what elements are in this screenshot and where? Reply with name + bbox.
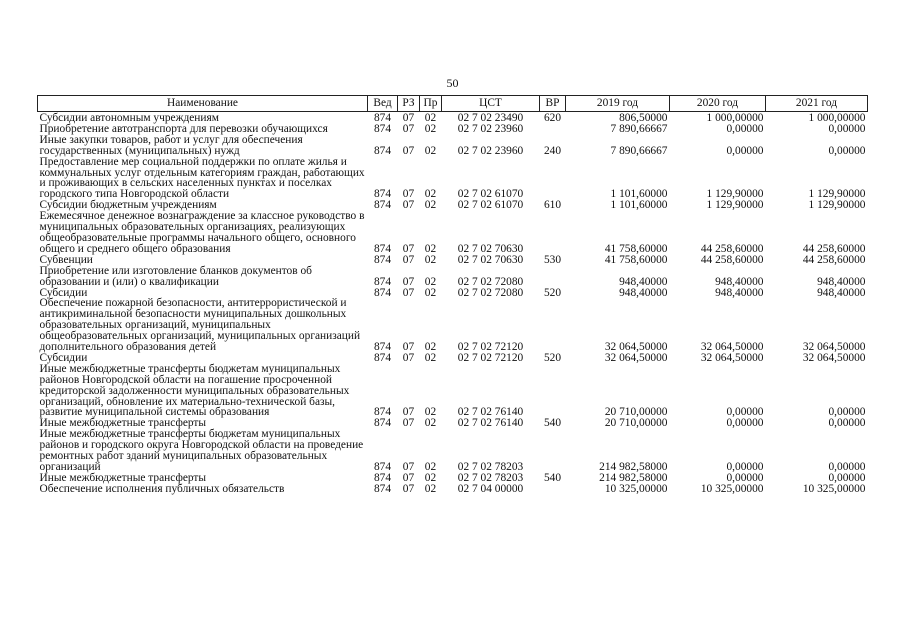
cell-2021: 1 000,00000	[808, 112, 866, 124]
table-row	[38, 364, 868, 419]
cell-2019: 948,40000	[619, 275, 668, 288]
cell-2019: 214 982,58000	[599, 461, 668, 473]
cell-cst: 02 7 02 78203	[457, 471, 524, 484]
cell-rz: 07	[402, 144, 415, 157]
cell-2020: 32 064,50000	[700, 341, 764, 354]
cell-2020: 1 129,90000	[706, 199, 764, 212]
cell-2021: 32 064,50000	[802, 351, 866, 364]
cell-pr: 02	[424, 461, 437, 473]
cell-vr: 540	[543, 471, 562, 484]
header-rz: РЗ	[398, 96, 420, 112]
cell-rz: 07	[402, 242, 415, 255]
cell-pr: 02	[424, 188, 437, 201]
header-pr: Пр	[420, 96, 442, 112]
cell-ved: 874	[373, 406, 392, 419]
cell-2019: 7 890,66667	[610, 122, 668, 135]
cell-2020: 44 258,60000	[700, 242, 764, 255]
cell-ved: 874	[373, 188, 392, 201]
cell-cst: 02 7 02 72080	[457, 286, 524, 299]
cell-rz: 07	[402, 341, 415, 354]
cell-rz: 07	[402, 275, 415, 288]
cell-cst: 02 7 02 70630	[457, 242, 524, 255]
cell-cst: 02 7 02 76140	[457, 406, 524, 419]
cell-2021: 0,00000	[828, 406, 866, 419]
cell-2021: 44 258,60000	[802, 242, 866, 255]
cell-rz: 07	[402, 199, 415, 212]
header-2021: 2021 год	[766, 96, 868, 112]
cell-vr	[540, 298, 566, 353]
cell-name: Субсидии автономным учреждениям	[39, 112, 219, 124]
cell-cst: 02 7 02 61070	[457, 188, 524, 201]
cell-name: Иные закупки товаров, работ и услуг для обеспечения государственных (муниципальных) нужд	[39, 133, 303, 157]
cell-cst: 02 7 02 72120	[457, 351, 524, 364]
cell-name: Иные межбюджетные трансферты бюджетам муниципальных районов Новгородской области на погашение просроченной кредиторской задолженности муниципальных образовательных организаций, обновление их материально-технической базы, развитие муниципальной системы образования	[39, 362, 350, 419]
cell-pr: 02	[424, 471, 437, 484]
header-2020: 2020 год	[670, 96, 766, 112]
cell-2020: 0,00000	[726, 144, 764, 157]
cell-rz: 07	[402, 351, 415, 364]
cell-ved: 874	[373, 144, 392, 157]
cell-ved: 874	[373, 482, 392, 495]
cell-2021: 948,40000	[817, 286, 866, 299]
cell-2020: 0,00000	[726, 406, 764, 419]
cell-vr	[540, 124, 566, 135]
cell-cst: 02 7 02 76140	[457, 417, 524, 430]
cell-name: Обеспечение исполнения публичных обязательств	[39, 482, 285, 495]
cell-vr: 520	[543, 286, 562, 299]
cell-ved: 874	[373, 199, 392, 212]
cell-2021: 32 064,50000	[802, 341, 866, 354]
table-row	[38, 211, 868, 255]
cell-2020: 0,00000	[726, 471, 764, 484]
cell-vr: 610	[543, 199, 562, 212]
cell-ved: 874	[373, 275, 392, 288]
cell-name: Субсидии	[39, 286, 88, 299]
cell-name: Субвенции	[39, 253, 93, 266]
cell-cst: 02 7 02 23960	[457, 122, 524, 135]
cell-2020: 1 000,00000	[706, 112, 764, 124]
header-vr: ВР	[540, 96, 566, 112]
cell-name: Субсидии	[39, 351, 88, 364]
cell-2019: 10 325,00000	[604, 482, 668, 495]
cell-rz: 07	[402, 286, 415, 299]
cell-name: Субсидии бюджетным учреждениям	[39, 199, 217, 212]
cell-2019: 948,40000	[619, 286, 668, 299]
table-body	[38, 112, 868, 495]
budget-table	[37, 95, 868, 495]
header-name: Наименование	[38, 96, 368, 112]
header-cst: ЦСТ	[442, 96, 540, 112]
cell-vr	[540, 484, 566, 495]
cell-vr: 240	[543, 144, 562, 157]
header-2019: 2019 год	[566, 96, 670, 112]
cell-name: Обеспечение пожарной безопасности, антитеррористической и антикриминальной безопасности муниципальных дошкольных образовательных организаций, муниципальных общеобразовательных организаций, муниципальных организаций дополнительного образования детей	[39, 297, 361, 354]
cell-2019: 1 101,60000	[610, 199, 668, 212]
cell-2020: 948,40000	[715, 275, 764, 288]
header-ved: Вед	[368, 96, 398, 112]
cell-cst: 02 7 02 72120	[457, 341, 524, 354]
cell-2019: 41 758,60000	[604, 242, 668, 255]
page-number: 50	[446, 76, 459, 90]
cell-vr	[540, 157, 566, 201]
cell-2021: 0,00000	[828, 417, 866, 430]
cell-vr	[540, 364, 566, 419]
cell-2019: 7 890,66667	[610, 144, 668, 157]
cell-2019: 214 982,58000	[599, 471, 668, 484]
cell-vr	[540, 266, 566, 288]
cell-2021: 1 129,90000	[808, 188, 866, 201]
cell-ved: 874	[373, 112, 392, 124]
cell-2021: 0,00000	[828, 122, 866, 135]
cell-2020: 32 064,50000	[700, 351, 764, 364]
cell-vr: 620	[543, 112, 562, 124]
cell-pr: 02	[424, 482, 437, 495]
cell-vr: 520	[543, 351, 562, 364]
cell-2021: 44 258,60000	[802, 253, 866, 266]
cell-ved: 874	[373, 122, 392, 135]
cell-cst: 02 7 04 00000	[457, 482, 524, 495]
cell-pr: 02	[424, 253, 437, 266]
table-row	[38, 484, 868, 495]
cell-2021: 1 129,90000	[808, 199, 866, 212]
cell-cst: 02 7 02 72080	[457, 275, 524, 288]
cell-ved: 874	[373, 242, 392, 255]
cell-vr	[540, 211, 566, 255]
cell-ved: 874	[373, 471, 392, 484]
cell-name: Приобретение автотранспорта для перевозки обучающихся	[39, 122, 328, 135]
cell-vr: 530	[543, 253, 562, 266]
cell-vr: 540	[543, 417, 562, 430]
cell-2019: 32 064,50000	[604, 351, 668, 364]
cell-2020: 0,00000	[726, 417, 764, 430]
cell-pr: 02	[424, 351, 437, 364]
cell-pr: 02	[424, 112, 437, 124]
table-row	[38, 266, 868, 288]
cell-cst: 02 7 02 78203	[457, 461, 524, 473]
cell-2020: 948,40000	[715, 286, 764, 299]
table-row	[38, 429, 868, 473]
cell-ved: 874	[373, 253, 392, 266]
cell-cst: 02 7 02 23960	[457, 144, 524, 157]
cell-ved: 874	[373, 351, 392, 364]
table-row	[38, 135, 868, 157]
cell-2019: 41 758,60000	[604, 253, 668, 266]
cell-2019: 20 710,00000	[604, 417, 668, 430]
cell-2020: 10 325,00000	[700, 482, 764, 495]
cell-2021: 948,40000	[817, 275, 866, 288]
cell-name: Предоставление мер социальной поддержки по оплате жилья и коммунальных услуг отдельным категориям граждан, работающих и проживающих в сельских населенных пунктах и поселках городского типа Новгородской области	[39, 155, 365, 201]
cell-pr: 02	[424, 406, 437, 419]
cell-ved: 874	[373, 461, 392, 473]
cell-pr: 02	[424, 122, 437, 135]
cell-rz: 07	[402, 122, 415, 135]
cell-cst: 02 7 02 61070	[457, 199, 524, 212]
cell-name: Иные межбюджетные трансферты	[39, 471, 207, 484]
cell-rz: 07	[402, 461, 415, 473]
table-header-row	[38, 96, 868, 112]
cell-pr: 02	[424, 199, 437, 212]
cell-2021: 0,00000	[828, 144, 866, 157]
cell-2021: 0,00000	[828, 471, 866, 484]
cell-2020: 1 129,90000	[706, 188, 764, 201]
cell-2020: 0,00000	[726, 461, 764, 473]
cell-pr: 02	[424, 341, 437, 354]
cell-rz: 07	[402, 406, 415, 419]
cell-pr: 02	[424, 286, 437, 299]
cell-rz: 07	[402, 417, 415, 430]
cell-2021: 0,00000	[828, 461, 866, 473]
cell-pr: 02	[424, 417, 437, 430]
cell-rz: 07	[402, 112, 415, 124]
cell-2019: 806,50000	[619, 112, 668, 124]
cell-rz: 07	[402, 253, 415, 266]
cell-name: Иные межбюджетные трансферты	[39, 417, 207, 430]
cell-rz: 07	[402, 188, 415, 201]
cell-2019: 32 064,50000	[604, 341, 668, 354]
cell-name: Ежемесячное денежное вознаграждение за классное руководство в муниципальных образовательных организациях, реализующих общеобразовательные программы начального общего, основного общего и среднего общего образования	[39, 210, 365, 255]
cell-2019: 1 101,60000	[610, 188, 668, 201]
table-row	[38, 157, 868, 201]
cell-2021: 10 325,00000	[802, 482, 866, 495]
cell-cst: 02 7 02 70630	[457, 253, 524, 266]
cell-rz: 07	[402, 471, 415, 484]
cell-2020: 0,00000	[726, 122, 764, 135]
cell-ved: 874	[373, 286, 392, 299]
cell-vr	[540, 429, 566, 473]
cell-ved: 874	[373, 417, 392, 430]
table-row	[38, 298, 868, 353]
cell-cst: 02 7 02 23490	[457, 112, 524, 124]
cell-pr: 02	[424, 242, 437, 255]
cell-2019: 20 710,00000	[604, 406, 668, 419]
cell-ved: 874	[373, 341, 392, 354]
cell-pr: 02	[424, 144, 437, 157]
cell-2020: 44 258,60000	[700, 253, 764, 266]
cell-name: Иные межбюджетные трансферты бюджетам муниципальных районов и городского округа Новгородской области на проведение ремонтных работ зданий муниципальных образовательных организаций	[39, 428, 364, 473]
cell-pr: 02	[424, 275, 437, 288]
cell-rz: 07	[402, 482, 415, 495]
cell-name: Приобретение или изготовление бланков документов об образовании и (или) о квалификации	[39, 264, 312, 288]
